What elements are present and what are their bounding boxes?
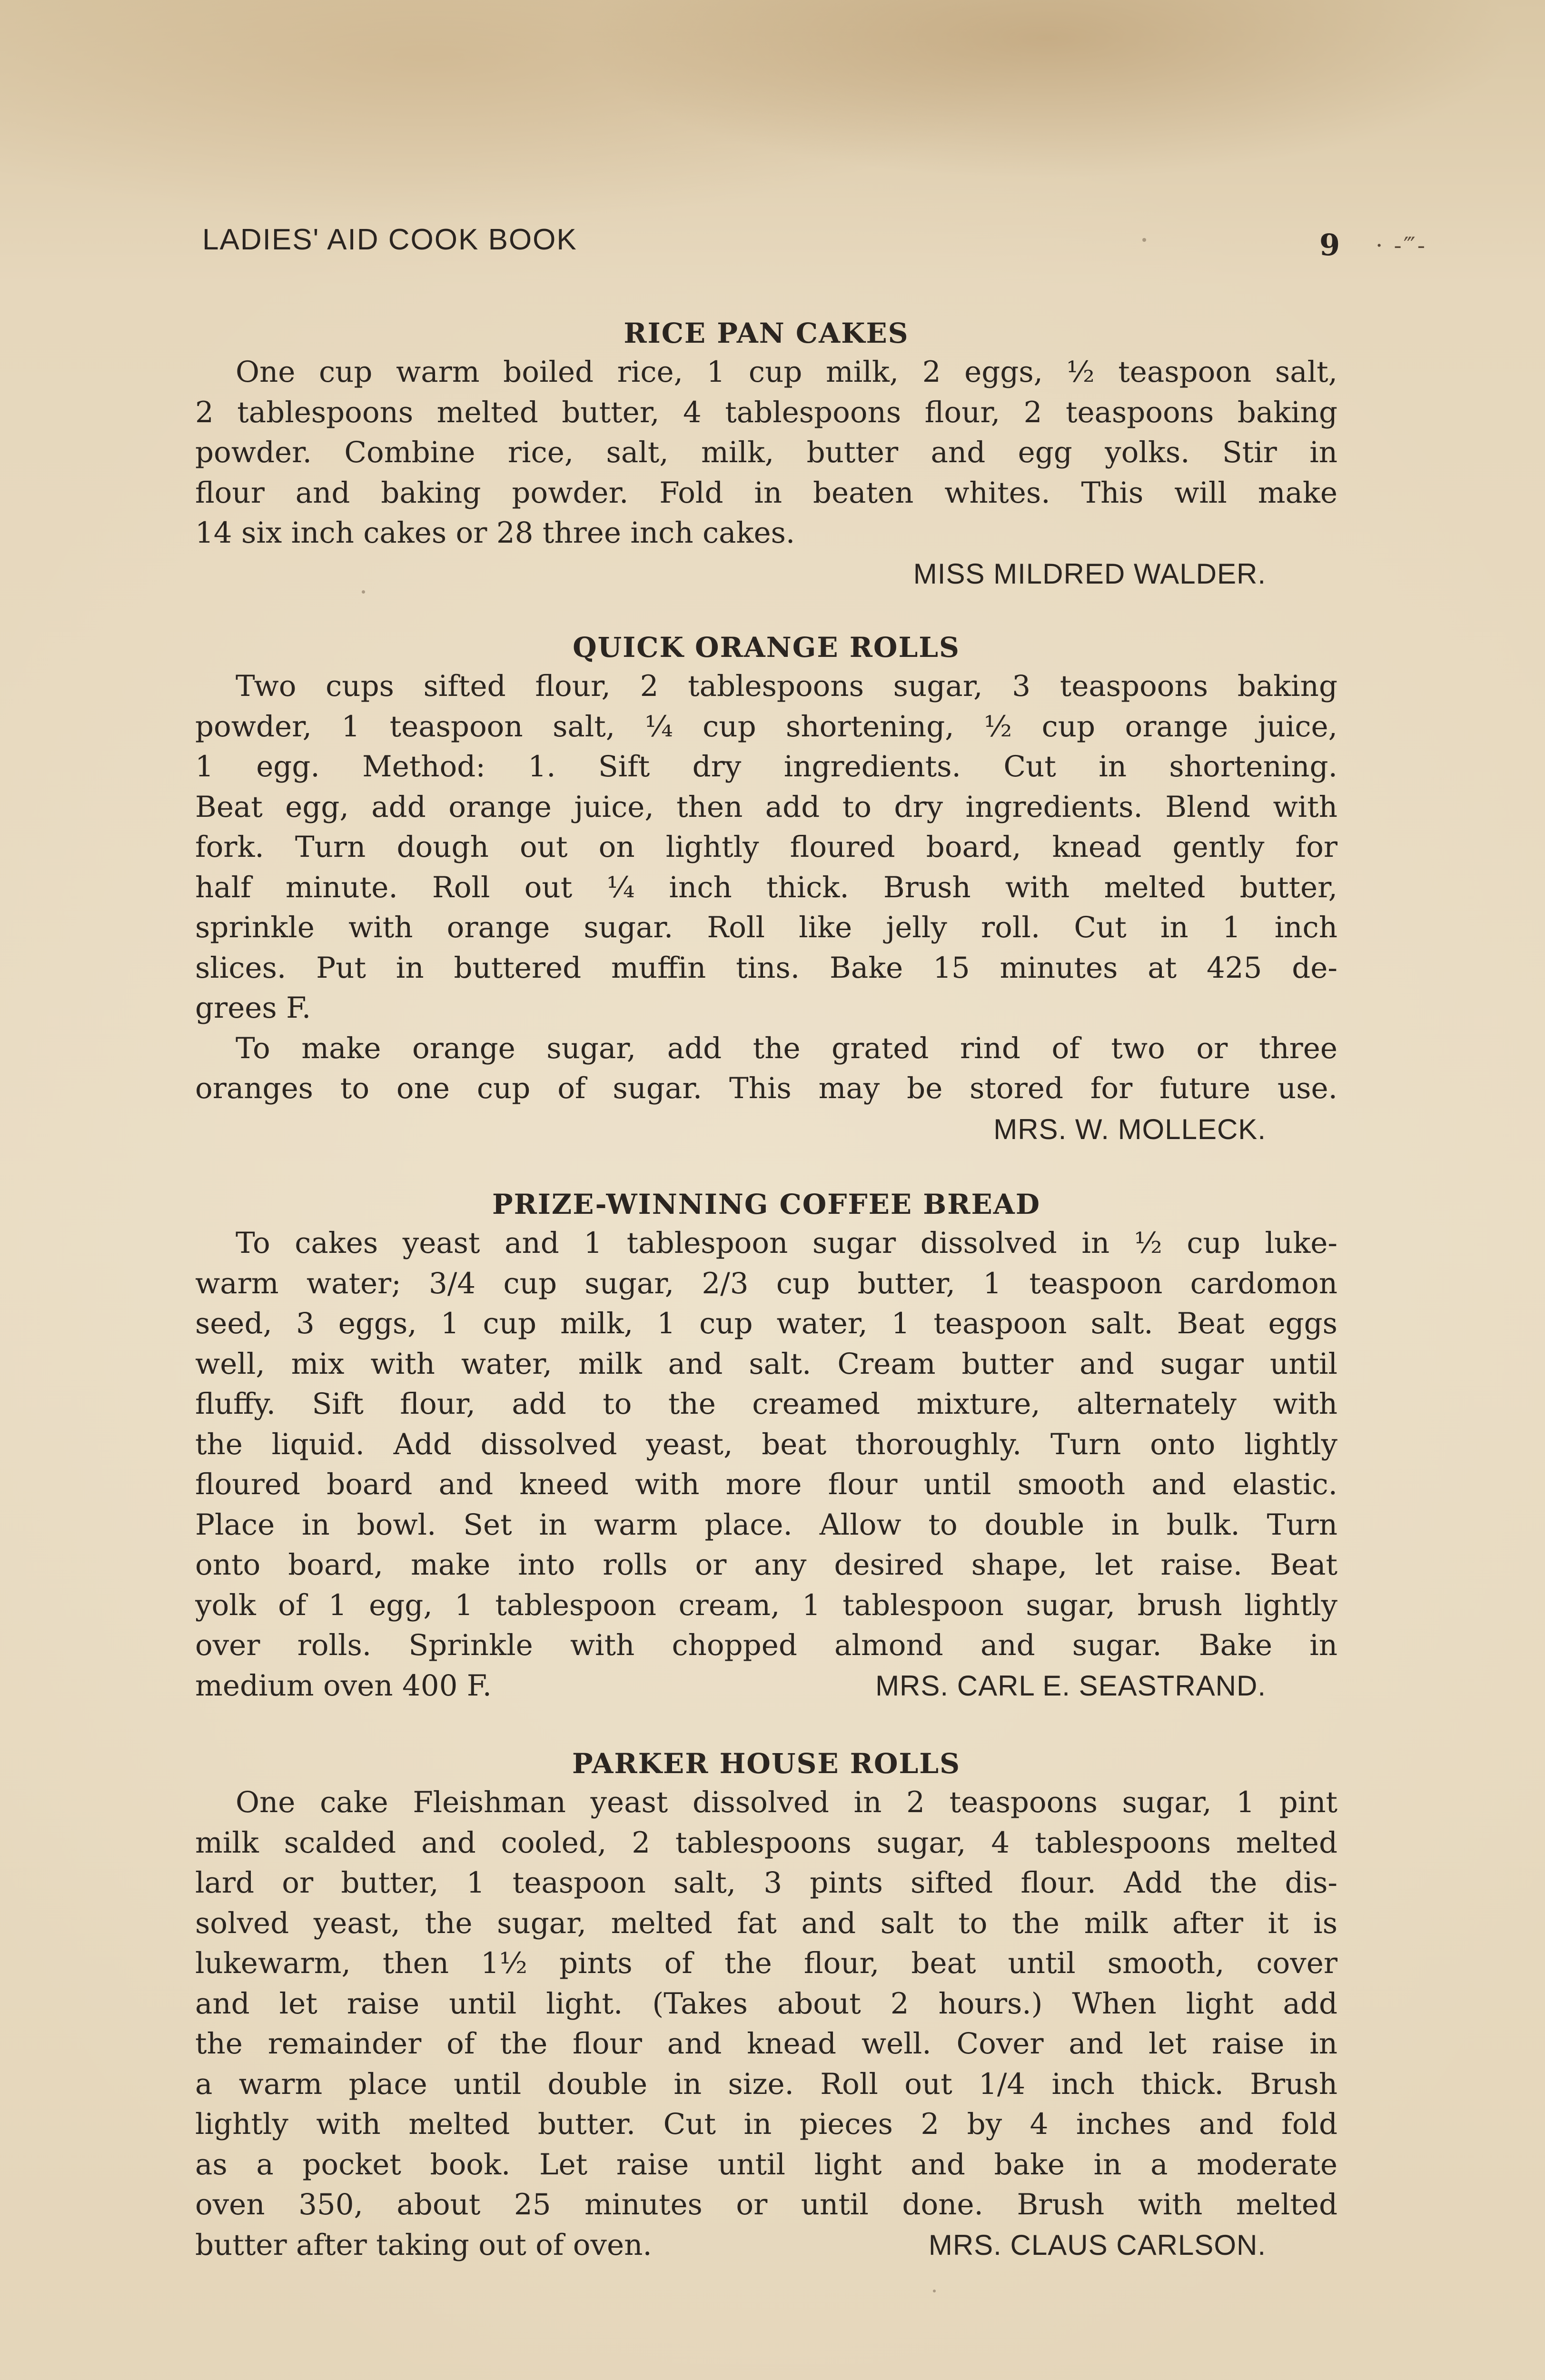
recipe-line: seed, 3 eggs, 1 cup milk, 1 cup water, 1 teaspoon salt. Beat eggs <box>195 1307 1337 1340</box>
recipe-title: PARKER HOUSE ROLLS <box>572 1747 961 1780</box>
recipe-line: lightly with melted butter. Cut in pieces 2 by 4 inches and fold <box>195 2107 1337 2141</box>
recipe-line: half minute. Roll out ¼ inch thick. Brush with melted butter, <box>195 870 1337 904</box>
recipe-line: as a pocket book. Let raise until light and bake in a moderate <box>195 2147 1337 2182</box>
recipe-parker-house-rolls <box>195 1745 1337 2265</box>
recipe-line: lard or butter, 1 teaspoon salt, 3 pints sifted flour. Add the dis- <box>195 1866 1337 1900</box>
recipe-final-line <box>195 1666 1337 1706</box>
paper-speck <box>1142 238 1146 242</box>
recipe-line: One cup warm boiled rice, 1 cup milk, 2 eggs, ½ teaspoon salt, <box>236 355 1337 389</box>
recipe-line: over rolls. Sprinkle with chopped almond and sugar. Bake in <box>195 1628 1337 1662</box>
recipe-line: sprinkle with orange sugar. Roll like jelly roll. Cut in 1 inch <box>195 911 1337 944</box>
recipe-line: One cake Fleishman yeast dissolved in 2 teaspoons sugar, 1 pint <box>236 1785 1337 1819</box>
recipe-quick-orange-rolls <box>195 628 1337 1150</box>
recipe-title: QUICK ORANGE ROLLS <box>573 631 960 664</box>
recipe-final-line <box>195 2225 1337 2266</box>
recipe-line: medium oven 400 F. <box>195 1668 492 1703</box>
recipe-line: onto board, make into rolls or any desired shape, let raise. Beat <box>195 1548 1337 1582</box>
recipe-line: lukewarm, then 1½ pints of the flour, beat until smooth, cover <box>195 1946 1337 1980</box>
paper-speck <box>362 590 365 594</box>
recipe-title: RICE PAN CAKES <box>624 317 909 349</box>
recipe-line: milk scalded and cooled, 2 tablespoons sugar, 4 tablespoons melted <box>195 1825 1337 1860</box>
recipe-line: warm water; 3/4 cup sugar, 2/3 cup butter, 1 teaspoon cardomon <box>195 1266 1337 1300</box>
recipe-line: fluffy. Sift flour, add to the creamed mixture, alternately with <box>195 1387 1337 1421</box>
recipe-title: PRIZE-WINNING COFFEE BREAD <box>492 1188 1041 1220</box>
recipe-line: grees F. <box>195 991 311 1025</box>
recipe-line: solved yeast, the sugar, melted fat and salt to the milk after it is <box>195 1906 1337 1940</box>
running-head: LADIES' AID COOK BOOK <box>202 223 577 256</box>
recipe-line: To cakes yeast and 1 tablespoon sugar dissolved in ½ cup luke- <box>236 1226 1337 1260</box>
recipe-line: oranges to one cup of sugar. This may be stored for future use. <box>195 1071 1337 1105</box>
recipe-line: 14 six inch cakes or 28 three inch cakes. <box>195 516 795 550</box>
recipe-line: a warm place until double in size. Roll out 1/4 inch thick. Brush <box>195 2067 1337 2101</box>
recipe-author: MRS. W. MOLLECK. <box>993 1113 1266 1145</box>
recipe-line: well, mix with water, milk and salt. Cream butter and sugar until <box>195 1347 1337 1381</box>
recipe-line: floured board and kneed with more flour until smooth and elastic. <box>195 1468 1337 1501</box>
recipe-line: Place in bowl. Set in warm place. Allow to double in bulk. Turn <box>195 1507 1337 1542</box>
recipe-line: oven 350, about 25 minutes or until done. Brush with melted <box>195 2188 1337 2221</box>
recipe-author: MISS MILDRED WALDER. <box>913 557 1266 590</box>
margin-mark: · ‐‴‐ <box>1376 232 1427 259</box>
paper-speck <box>933 2290 936 2292</box>
recipe-line: and let raise until light. (Takes about 2 hours.) When light add <box>195 1986 1337 2021</box>
recipe-line: To make orange sugar, add the grated rind of two or three <box>236 1031 1337 1065</box>
recipe-line: 2 tablespoons melted butter, 4 tablespoons flour, 2 teaspoons baking <box>195 395 1337 429</box>
recipe-rice-pan-cakes <box>195 314 1337 595</box>
recipe-line: slices. Put in buttered muffin tins. Bake 15 minutes at 425 de- <box>195 951 1337 985</box>
recipe-line: 1 egg. Method: 1. Sift dry ingredients. Cut in shortening. <box>195 750 1337 783</box>
recipe-prize-winning-coffee-bread <box>195 1185 1337 1706</box>
recipe-line: powder, 1 teaspoon salt, ¼ cup shortening, ½ cup orange juice, <box>195 709 1337 744</box>
page-number: 9 <box>1319 228 1340 262</box>
recipe-line: yolk of 1 egg, 1 tablespoon cream, 1 tablespoon sugar, brush lightly <box>195 1588 1337 1622</box>
recipe-line: fork. Turn dough out on lightly floured board, knead gently for <box>195 830 1337 864</box>
recipe-line: the remainder of the flour and knead well. Cover and let raise in <box>195 2027 1337 2061</box>
recipe-line: Beat egg, add orange juice, then add to dry ingredients. Blend with <box>195 790 1337 824</box>
recipe-line: Two cups sifted flour, 2 tablespoons sugar, 3 teaspoons baking <box>236 669 1337 703</box>
recipe-author: MRS. CARL E. SEASTRAND. <box>875 1669 1266 1702</box>
recipe-line: butter after taking out of oven. <box>195 2228 652 2262</box>
recipe-author: MRS. CLAUS CARLSON. <box>928 2229 1266 2261</box>
recipe-line: the liquid. Add dissolved yeast, beat thoroughly. Turn onto lightly <box>195 1427 1337 1461</box>
recipe-line: flour and baking powder. Fold in beaten whites. This will make <box>195 476 1337 510</box>
recipe-line: powder. Combine rice, salt, milk, butter and egg yolks. Stir in <box>195 436 1337 469</box>
